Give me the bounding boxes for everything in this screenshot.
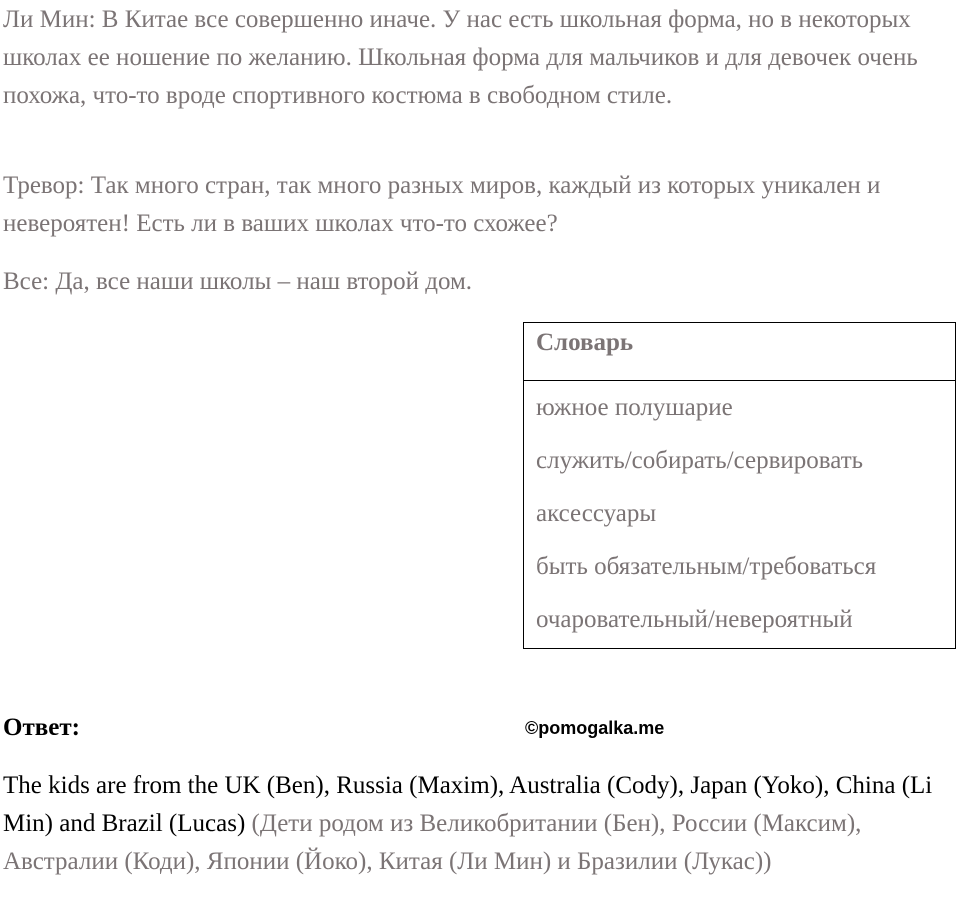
dialogue-paragraph-li-min: Ли Мин: В Китае все совершенно иначе. У нас есть школьная форма, но в некоторых школах ее ношение по желанию. Школьная форма для мальчиков и для девочек очень похожа, что-то вроде спортивного костюма в свободном стиле. [3, 6, 918, 109]
answer-heading: Ответ: [3, 714, 80, 741]
vocabulary-list [524, 381, 955, 646]
vocabulary-item: аксессуары [536, 500, 657, 527]
vocabulary-item: служить/собирать/сервировать [536, 447, 864, 474]
vocabulary-box [523, 322, 956, 649]
vocabulary-item: очаровательный/невероятный [536, 606, 853, 633]
answer-russian: (Дети родом из Великобритании (Бен), России (Максим), Австралии (Коди), Японии (Йоко), Китая (Ли Мин) и Бразилии (Лукас)) [3, 810, 862, 875]
vocabulary-item: южное полушарие [536, 394, 733, 421]
answer-paragraph [3, 767, 955, 881]
vocabulary-title: Словарь [524, 323, 955, 381]
dialogue-paragraph-all: Все: Да, все наши школы – наш второй дом. [3, 268, 473, 295]
answer-english: The kids are from the UK (Ben), Russia (Maxim), Australia (Cody), Japan (Yoko), China (Li Min) and Brazil (Lucas) [3, 772, 933, 837]
dialogue-paragraph-trevor: Тревор: Так много стран, так много разных миров, каждый из которых уникален и невероятен! Есть ли в ваших школах что-то схожее? [3, 172, 881, 237]
vocabulary-item: быть обязательным/требоваться [536, 553, 877, 580]
watermark-text: ©pomogalka.me [525, 718, 665, 738]
